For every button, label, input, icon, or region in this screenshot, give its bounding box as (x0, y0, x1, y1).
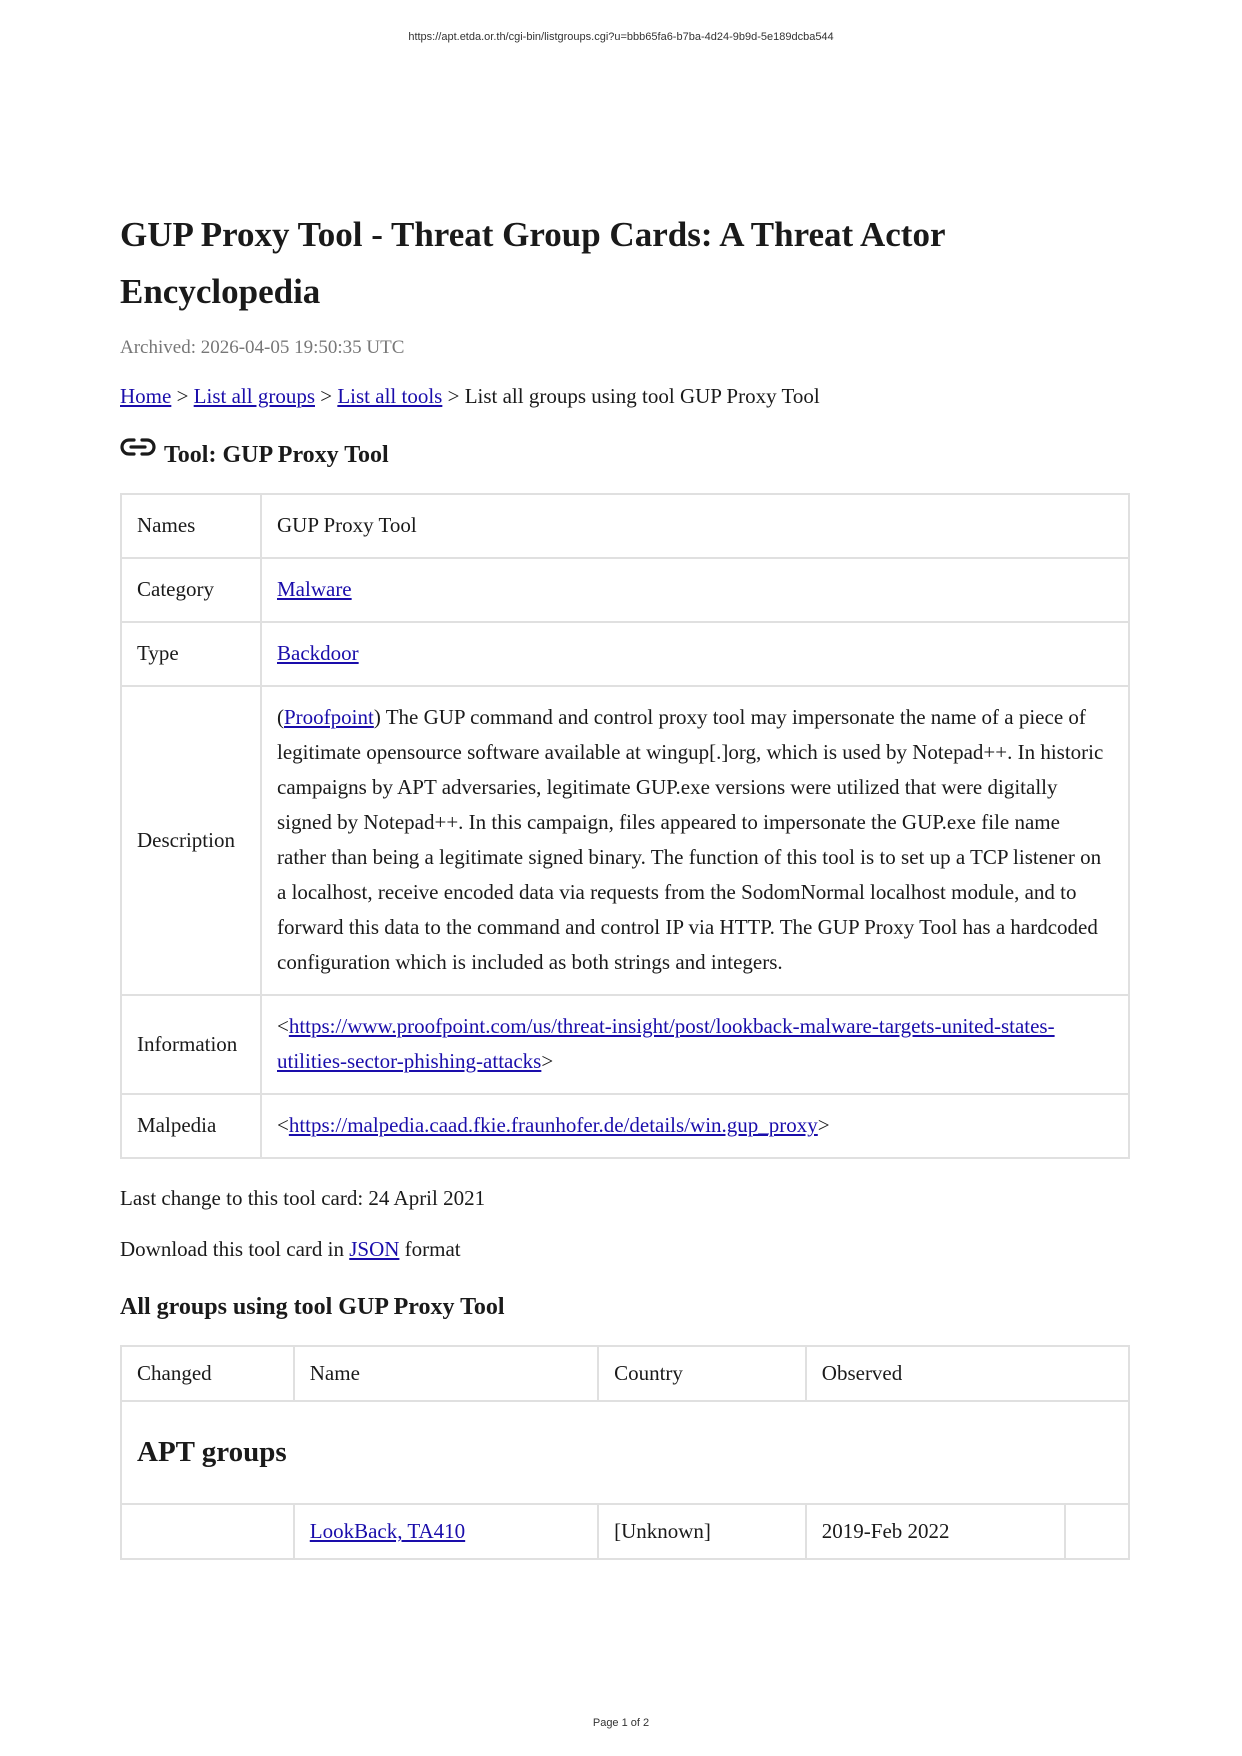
page-url-header: https://apt.etda.or.th/cgi-bin/listgroups.cgi?u=bbb65fa6-b7ba-4d24-9b9d-5e189dcba544 (408, 31, 834, 43)
malpedia-link[interactable]: https://malpedia.caad.fkie.fraunhofer.de/details/win.gup_proxy (288, 1113, 818, 1137)
group-name-cell (294, 1504, 598, 1559)
page-title-line-2: Encyclopedia (120, 272, 321, 311)
information-lt: < (277, 1014, 289, 1038)
category-label: Category (121, 558, 261, 622)
tool-heading-text: Tool: GUP Proxy Tool (164, 442, 389, 468)
section-row (121, 1401, 1129, 1504)
malpedia-lt: < (277, 1113, 289, 1137)
group-extra-cell (1065, 1504, 1129, 1559)
table-row (121, 1094, 1129, 1158)
apt-groups-section-label: APT groups (121, 1401, 1129, 1504)
group-lookback-link[interactable]: LookBack, TA410 (309, 1519, 466, 1543)
column-header-country: Country (598, 1346, 806, 1401)
description-text: ) The GUP command and control proxy tool may impersonate the name of a piece of legitimate opensource software available at wingup[.]org, which is used by Notepad++. In historic campaigns by APT adversaries, legitimate GUP.exe versions were utilized that were digitally signed by Notepad++. In this campaign, files appeared to impersonate the GUP.exe file name rather than being a legitimate signed binary. The function of this tool is to set up a TCP listener on a localhost, receive encoded data via requests from the SodomNormal localhost module, and to forward this data to the command and control IP via HTTP. The GUP Proxy Tool has a hardcoded configuration which is included as both strings and integers. (277, 705, 1104, 974)
breadcrumb-home-link[interactable]: Home (120, 384, 172, 408)
breadcrumb-separator: > (315, 384, 338, 408)
groups-heading: All groups using tool GUP Proxy Tool (120, 1294, 505, 1320)
breadcrumb-current: List all groups using tool GUP Proxy Tool (464, 384, 820, 408)
groups-table (120, 1345, 1130, 1560)
table-row (121, 622, 1129, 686)
download-line (120, 1237, 1130, 1262)
type-backdoor-link[interactable]: Backdoor (277, 641, 359, 665)
group-changed-cell (121, 1504, 294, 1559)
page-number-footer: Page 1 of 2 (592, 1717, 650, 1729)
groups-header-row (121, 1346, 1129, 1401)
description-open-paren: ( (277, 705, 284, 729)
page-title-line-1: GUP Proxy Tool - Threat Group Cards: A Threat Actor (120, 215, 946, 254)
breadcrumb-list-tools-link[interactable]: List all tools (337, 384, 443, 408)
description-label: Description (121, 686, 261, 995)
category-cell (261, 558, 1129, 622)
archived-timestamp: Archived: 2026-04-05 19:50:35 UTC (120, 337, 405, 358)
table-row (121, 494, 1129, 558)
breadcrumb-list-groups-link[interactable]: List all groups (193, 384, 315, 408)
download-prefix: Download this tool card in (120, 1237, 350, 1261)
last-change-text: Last change to this tool card: 24 April 2021 (120, 1186, 486, 1210)
main-content (120, 206, 1130, 1560)
information-label: Information (121, 995, 261, 1094)
column-header-name: Name (294, 1346, 598, 1401)
table-row (121, 686, 1129, 995)
type-label: Type (121, 622, 261, 686)
names-value: GUP Proxy Tool (261, 494, 1129, 558)
group-country-cell: [Unknown] (598, 1504, 806, 1559)
information-link[interactable]: https://www.proofpoint.com/us/threat-insight/post/lookback-malware-targets-united-states-utilities-sector-phishing-attacks (277, 1014, 1055, 1073)
proofpoint-source-link[interactable]: Proofpoint (284, 705, 374, 729)
column-header-observed: Observed (806, 1346, 1129, 1401)
page-title (120, 206, 1130, 320)
table-row (121, 1504, 1129, 1559)
description-cell (261, 686, 1129, 995)
table-row (121, 995, 1129, 1094)
information-cell (261, 995, 1129, 1094)
breadcrumb-separator: > (171, 384, 194, 408)
link-icon (120, 435, 156, 459)
breadcrumb-separator: > (442, 384, 465, 408)
column-header-changed: Changed (121, 1346, 294, 1401)
breadcrumb (120, 384, 1130, 409)
table-row (121, 558, 1129, 622)
malpedia-label: Malpedia (121, 1094, 261, 1158)
type-cell (261, 622, 1129, 686)
json-download-link[interactable]: JSON (349, 1237, 400, 1261)
category-malware-link[interactable]: Malware (277, 577, 352, 601)
download-suffix: format (399, 1237, 461, 1261)
tool-info-table (120, 493, 1130, 1159)
information-gt: > (541, 1049, 554, 1073)
tool-heading (120, 442, 1130, 469)
malpedia-gt: > (817, 1113, 830, 1137)
names-label: Names (121, 494, 261, 558)
malpedia-cell (261, 1094, 1129, 1158)
group-observed-cell: 2019-Feb 2022 (806, 1504, 1065, 1559)
